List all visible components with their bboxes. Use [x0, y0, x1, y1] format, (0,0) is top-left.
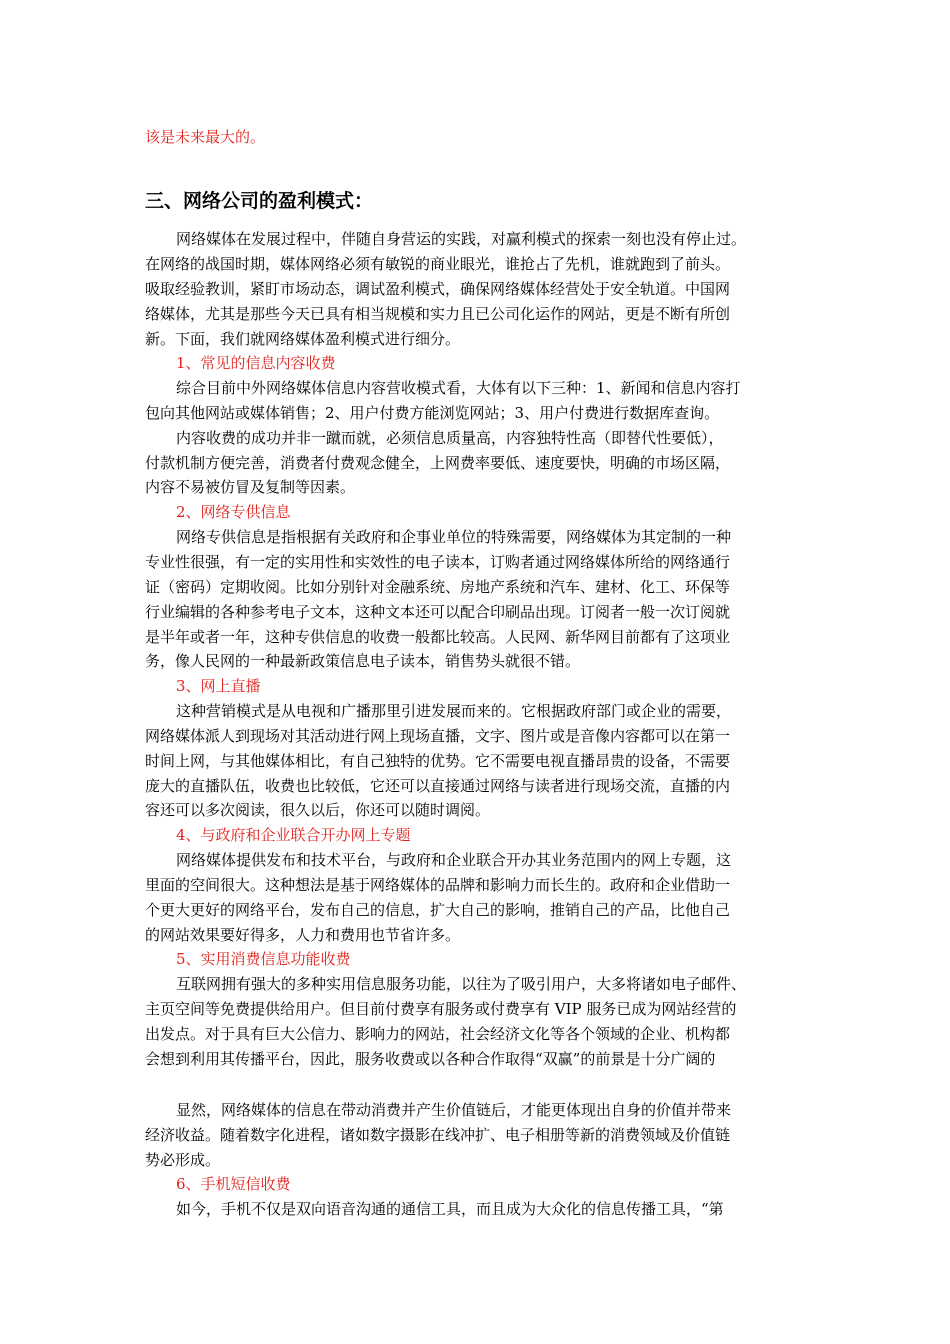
item-heading: 4、与政府和企业联合开办网上专题	[176, 826, 411, 844]
paragraph-line: 时间上网，与其他媒体相比，有自己独特的优势。它不需要电视直播昂贵的设备，不需要	[145, 752, 731, 770]
paragraph-line: 综合目前中外网络媒体信息内容营收模式看，大体有以下三种：1、新闻和信息内容打	[176, 379, 741, 397]
paragraph-line: 行业编辑的各种参考电子文本，这种文本还可以配合印刷品出现。订阅者一般一次订阅就	[145, 603, 731, 621]
paragraph-line: 吸取经验教训，紧盯市场动态，调试盈利模式，确保网络媒体经营处于安全轨道。中国网	[145, 280, 731, 298]
paragraph-line: 专业性很强，有一定的实用性和实效性的电子读本，订购者通过网络媒体所给的网络通行	[145, 553, 731, 571]
paragraph-line: 容还可以多次阅读，很久以后，你还可以随时调阅。	[145, 801, 491, 819]
item-heading: 2、网络专供信息	[176, 503, 291, 521]
section-title: 三、网络公司的盈利模式：	[145, 190, 374, 212]
paragraph-line: 是半年或者一年，这种专供信息的收费一般都比较高。人民网、新华网目前都有了这项业	[145, 628, 731, 646]
paragraph-line: 会想到利用其传播平台，因此，服务收费或以各种合作取得“双赢”的前景是十分广阔的	[145, 1050, 716, 1068]
paragraph-line: 网络媒体派人到现场对其活动进行网上现场直播，文字、图片或是音像内容都可以在第一	[145, 727, 731, 745]
paragraph-line: 主页空间等免费提供给用户。但目前付费享有服务或付费享有 VIP 服务已成为网站经营的	[145, 1000, 737, 1018]
paragraph-line: 出发点。对于具有巨大公信力、影响力的网站，社会经济文化等各个领域的企业、机构都	[145, 1025, 731, 1043]
item-heading: 3、网上直播	[176, 677, 261, 695]
item-heading: 6、手机短信收费	[176, 1175, 291, 1193]
paragraph-line: 显然，网络媒体的信息在带动消费并产生价值链后，才能更体现出自身的价值并带来	[176, 1101, 732, 1119]
paragraph-line: 络媒体，尤其是那些今天已具有相当规模和实力且已公司化运作的网站，更是不断有所创	[145, 305, 731, 323]
paragraph-line: 网络媒体提供发布和技术平台，与政府和企业联合开办其业务范围内的网上专题，这	[176, 851, 732, 869]
paragraph-line: 证（密码）定期收阅。比如分别针对金融系统、房地产系统和汽车、建材、化工、环保等	[145, 578, 731, 596]
item-heading: 5、实用消费信息功能收费	[176, 950, 351, 968]
paragraph-line: 里面的空间很大。这种想法是基于网络媒体的品牌和影响力而长生的。政府和企业借助一	[145, 876, 731, 894]
paragraph-line: 内容不易被仿冒及复制等因素。	[145, 478, 356, 496]
paragraph-line: 的网站效果要好得多，人力和费用也节省许多。	[145, 926, 461, 944]
paragraph-line: 互联网拥有强大的多种实用信息服务功能，以往为了吸引用户，大多将诸如电子邮件、	[176, 975, 747, 993]
paragraph-line: 新。下面，我们就网络媒体盈利模式进行细分。	[145, 330, 461, 348]
paragraph-line: 付款机制方便完善，消费者付费观念健全，上网费率要低、速度要快，明确的市场区隔，	[145, 454, 731, 472]
paragraph-line: 网络媒体在发展过程中，伴随自身营运的实践，对赢利模式的探索一刻也没有停止过。	[176, 230, 747, 248]
paragraph-line: 势必形成。	[145, 1151, 221, 1169]
paragraph-line: 如今，手机不仅是双向语音沟通的通信工具，而且成为大众化的信息传播工具，“第	[176, 1200, 724, 1218]
continuation-line: 该是未来最大的。	[145, 128, 266, 146]
paragraph-line: 庞大的直播队伍，收费也比较低，它还可以直接通过网络与读者进行现场交流，直播的内	[145, 777, 731, 795]
paragraph-line: 包向其他网站或媒体销售；2、用户付费方能浏览网站；3、用户付费进行数据库查询。	[145, 404, 720, 422]
item-heading: 1、常见的信息内容收费	[176, 354, 336, 372]
paragraph-line: 这种营销模式是从电视和广播那里引进发展而来的。它根据政府部门或企业的需要，	[176, 702, 732, 720]
paragraph-line: 内容收费的成功并非一蹴而就，必须信息质量高，内容独特性高（即替代性要低），	[176, 429, 724, 447]
paragraph-line: 在网络的战国时期，媒体网络必须有敏锐的商业眼光，谁抢占了先机，谁就跑到了前头。	[145, 255, 731, 273]
paragraph-line: 务，像人民网的一种最新政策信息电子读本，销售势头就很不错。	[145, 652, 581, 670]
paragraph-line: 个更大更好的网络平台，发布自己的信息，扩大自己的影响，推销自己的产品，比他自己	[145, 901, 731, 919]
paragraph-line: 网络专供信息是指根据有关政府和企事业单位的特殊需要，网络媒体为其定制的一种	[176, 528, 732, 546]
paragraph-line: 经济收益。随着数字化进程，诸如数字摄影在线冲扩、电子相册等新的消费领域及价值链	[145, 1126, 731, 1144]
